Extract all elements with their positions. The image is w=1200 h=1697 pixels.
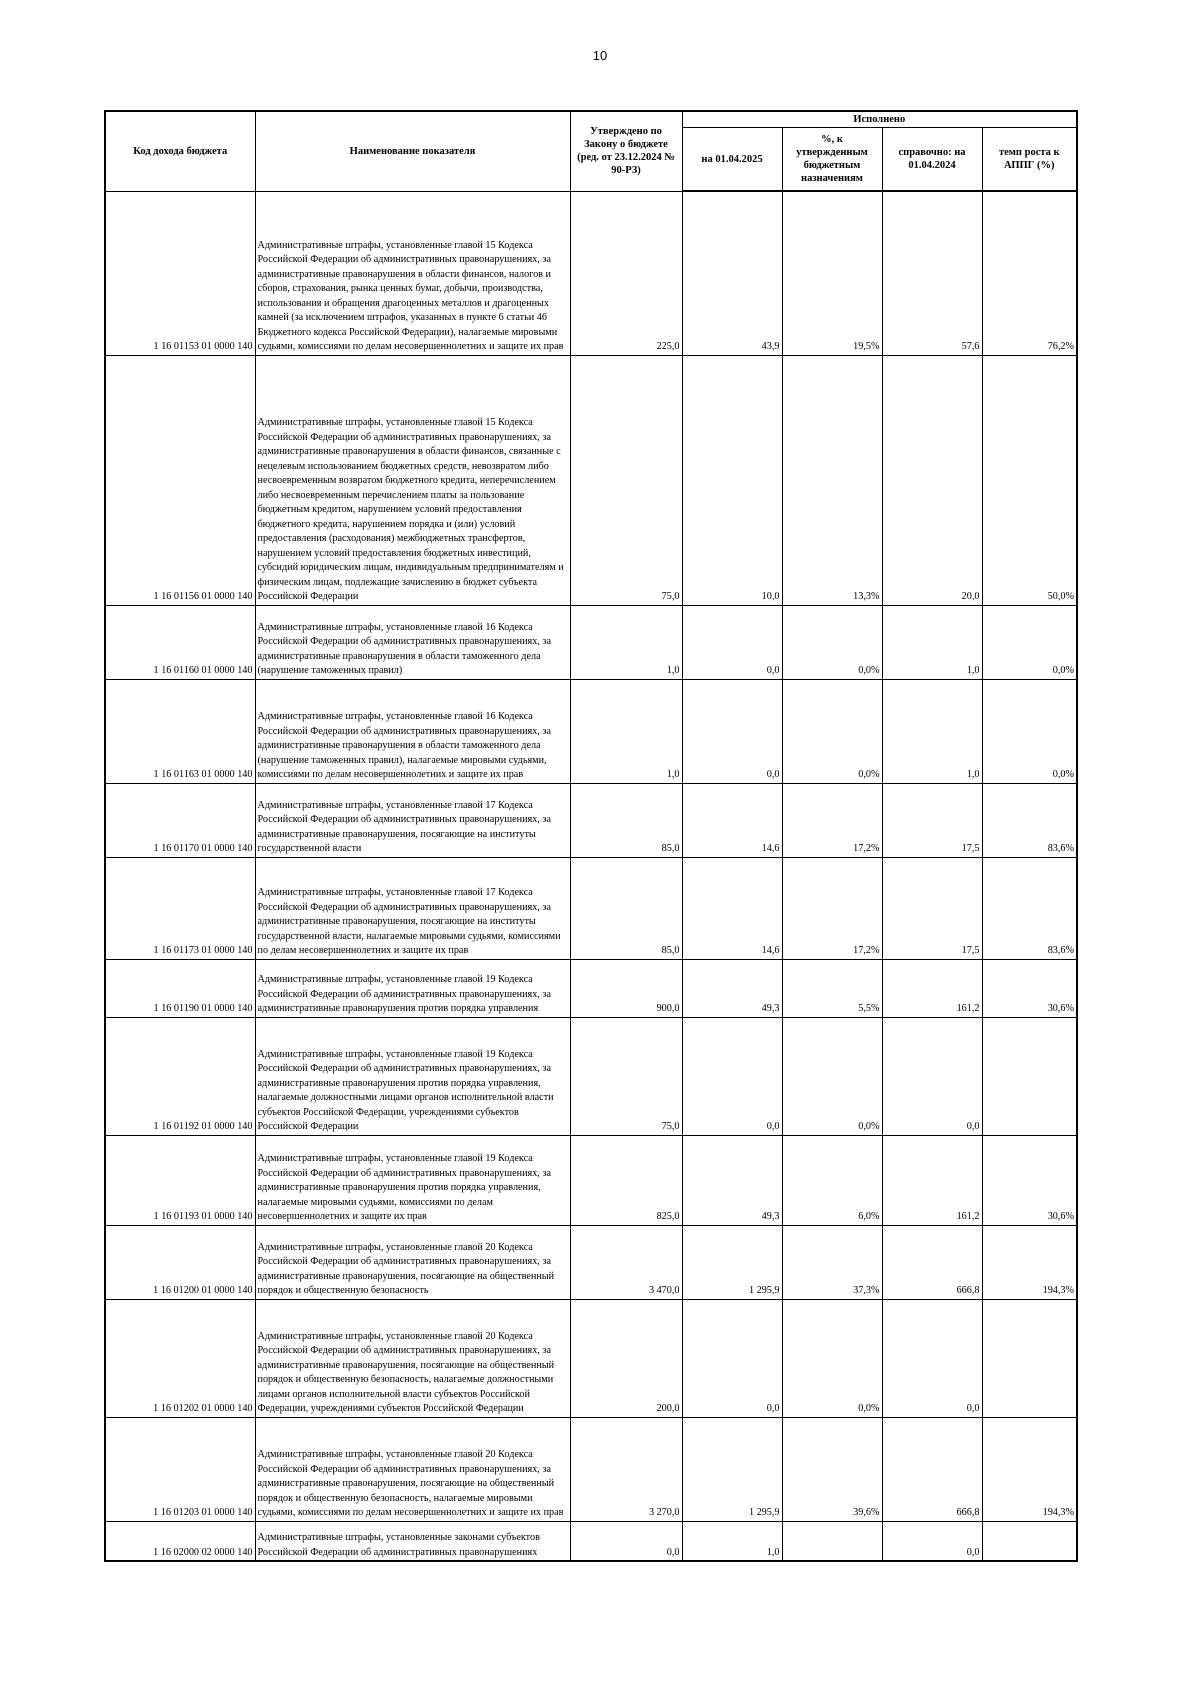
row-approved: 900,0 (570, 959, 682, 1017)
table-row (105, 1521, 1077, 1561)
row-code: 1 16 01156 01 0000 140 (105, 355, 255, 605)
row-percent: 13,3% (782, 355, 882, 605)
table-row (105, 679, 1077, 783)
row-executed: 0,0 (682, 1017, 782, 1135)
row-percent: 19,5% (782, 191, 882, 355)
table-row (105, 1135, 1077, 1225)
header-executed: Исполнено (682, 111, 1077, 128)
row-approved: 200,0 (570, 1299, 682, 1417)
row-executed: 14,6 (682, 857, 782, 959)
row-growth (982, 1521, 1077, 1561)
row-name: Административные штрафы, установленные главой 19 Кодекса Российской Федерации об административных правонарушениях, за административные правонарушения против порядка управления, налагаемые должностными лицами органов исполнительной власти субъектов Российской Федерации, учреждениями субъектов Российской Федерации (255, 1017, 570, 1135)
row-reference: 0,0 (882, 1521, 982, 1561)
row-approved: 0,0 (570, 1521, 682, 1561)
row-executed: 10,0 (682, 355, 782, 605)
row-reference: 666,8 (882, 1417, 982, 1521)
row-code: 1 16 01203 01 0000 140 (105, 1417, 255, 1521)
row-growth: 194,3% (982, 1225, 1077, 1299)
header-code: Код дохода бюджета (105, 111, 255, 191)
row-approved: 85,0 (570, 857, 682, 959)
row-code: 1 16 01190 01 0000 140 (105, 959, 255, 1017)
row-executed: 49,3 (682, 1135, 782, 1225)
row-name: Административные штрафы, установленные главой 19 Кодекса Российской Федерации об административных правонарушениях, за административные правонарушения против порядка управления (255, 959, 570, 1017)
row-executed: 1 295,9 (682, 1417, 782, 1521)
row-reference: 0,0 (882, 1299, 982, 1417)
revenue-table (104, 110, 1078, 1562)
table-body (105, 191, 1077, 1561)
row-code: 1 16 01173 01 0000 140 (105, 857, 255, 959)
row-growth: 83,6% (982, 857, 1077, 959)
table-row (105, 1299, 1077, 1417)
row-approved: 75,0 (570, 355, 682, 605)
row-code: 1 16 02000 02 0000 140 (105, 1521, 255, 1561)
table-row (105, 191, 1077, 355)
row-growth (982, 1299, 1077, 1417)
row-code: 1 16 01202 01 0000 140 (105, 1299, 255, 1417)
row-executed: 49,3 (682, 959, 782, 1017)
row-code: 1 16 01153 01 0000 140 (105, 191, 255, 355)
row-code: 1 16 01160 01 0000 140 (105, 605, 255, 679)
table-row (105, 1417, 1077, 1521)
row-approved: 225,0 (570, 191, 682, 355)
row-growth: 30,6% (982, 959, 1077, 1017)
row-name: Административные штрафы, установленные главой 20 Кодекса Российской Федерации об административных правонарушениях, за административные правонарушения, посягающие на общественный порядок и общественную безопасность (255, 1225, 570, 1299)
row-percent: 0,0% (782, 605, 882, 679)
row-reference: 17,5 (882, 857, 982, 959)
row-executed: 14,6 (682, 783, 782, 857)
row-reference: 666,8 (882, 1225, 982, 1299)
header-approved: Утверждено по Закону о бюджете (ред. от 23.12.2024 № 90-РЗ) (570, 111, 682, 191)
row-percent: 39,6% (782, 1417, 882, 1521)
row-executed: 0,0 (682, 679, 782, 783)
row-growth: 194,3% (982, 1417, 1077, 1521)
row-percent: 6,0% (782, 1135, 882, 1225)
row-name: Административные штрафы, установленные главой 20 Кодекса Российской Федерации об административных правонарушениях, за административные правонарушения, посягающие на общественный порядок и общественную безопасность, налагаемые должностными лицами органов исполнительной власти субъектов Российской Федерации, учреждениями субъектов Российской Федерации (255, 1299, 570, 1417)
row-reference: 161,2 (882, 1135, 982, 1225)
row-percent: 0,0% (782, 679, 882, 783)
row-percent: 17,2% (782, 857, 882, 959)
row-name: Административные штрафы, установленные главой 17 Кодекса Российской Федерации об административных правонарушениях, за административные правонарушения, посягающие на институты государственной власти (255, 783, 570, 857)
row-approved: 3 270,0 (570, 1417, 682, 1521)
table-header (105, 111, 1077, 191)
row-growth: 0,0% (982, 605, 1077, 679)
row-name: Административные штрафы, установленные главой 16 Кодекса Российской Федерации об административных правонарушениях, за административные правонарушения в области таможенного дела (нарушение таможенных правил) (255, 605, 570, 679)
row-approved: 1,0 (570, 679, 682, 783)
row-percent: 5,5% (782, 959, 882, 1017)
row-percent: 37,3% (782, 1225, 882, 1299)
row-percent (782, 1521, 882, 1561)
table-row (105, 1017, 1077, 1135)
row-reference: 161,2 (882, 959, 982, 1017)
row-reference: 0,0 (882, 1017, 982, 1135)
row-name: Административные штрафы, установленные главой 19 Кодекса Российской Федерации об административных правонарушениях, за административные правонарушения против порядка управления, налагаемые мировыми судьями, комиссиями по делам несовершеннолетних и защите их прав (255, 1135, 570, 1225)
header-reference: справочно: на 01.04.2024 (882, 128, 982, 192)
row-growth: 30,6% (982, 1135, 1077, 1225)
row-name: Административные штрафы, установленные законами субъектов Российской Федерации об административных правонарушениях (255, 1521, 570, 1561)
row-percent: 0,0% (782, 1017, 882, 1135)
row-name: Административные штрафы, установленные главой 15 Кодекса Российской Федерации об административных правонарушениях, за административные правонарушения в области финансов, связанные с нецелевым использованием бюджетных средств, невозвратом либо несвоевременным возвратом бюджетного кредита, неперечислением либо несвоевременным перечислением платы за пользование бюджетным кредитом, нарушением условий предоставления бюджетного кредита, нарушением порядка и (или) условий предоставления (расходования) межбюджетных трансфертов, нарушением условий предоставления бюджетных инвестиций, субсидий юридическим лицам, индивидуальным предпринимателям и физическим лицам, подлежащие зачислению в бюджет субъекта Российской Федерации (255, 355, 570, 605)
row-name: Административные штрафы, установленные главой 16 Кодекса Российской Федерации об административных правонарушениях, за административные правонарушения в области таможенного дела (нарушение таможенных правил), налагаемые мировыми судьями, комиссиями по делам несовершеннолетних и защите их прав (255, 679, 570, 783)
row-name: Административные штрафы, установленные главой 17 Кодекса Российской Федерации об административных правонарушениях, за административные правонарушения, посягающие на институты государственной власти, налагаемые мировыми судьями, комиссиями по делам несовершеннолетних и защите их прав (255, 857, 570, 959)
row-reference: 17,5 (882, 783, 982, 857)
row-name: Административные штрафы, установленные главой 20 Кодекса Российской Федерации об административных правонарушениях, за административные правонарушения, посягающие на общественный порядок и общественную безопасность, налагаемые мировыми судьями, комиссиями по делам несовершеннолетних и защите их прав (255, 1417, 570, 1521)
row-code: 1 16 01170 01 0000 140 (105, 783, 255, 857)
row-code: 1 16 01163 01 0000 140 (105, 679, 255, 783)
row-growth: 76,2% (982, 191, 1077, 355)
row-executed: 0,0 (682, 605, 782, 679)
row-growth (982, 1017, 1077, 1135)
table-row (105, 355, 1077, 605)
table-row (105, 783, 1077, 857)
row-code: 1 16 01192 01 0000 140 (105, 1017, 255, 1135)
row-code: 1 16 01200 01 0000 140 (105, 1225, 255, 1299)
row-executed: 1,0 (682, 1521, 782, 1561)
table-row (105, 857, 1077, 959)
row-name: Административные штрафы, установленные главой 15 Кодекса Российской Федерации об административных правонарушениях, за административные правонарушения в области финансов, налогов и сборов, страхования, рынка ценных бумаг, добычи, производства, использования и обращения драгоценных металлов и драгоценных камней (за исключением штрафов, указанных в пункте 6 статьи 46 Бюджетного кодекса Российской Федерации), налагаемые мировыми судьями, комиссиями по делам несовершеннолетних и защите их прав (255, 191, 570, 355)
row-executed: 43,9 (682, 191, 782, 355)
row-approved: 825,0 (570, 1135, 682, 1225)
row-approved: 3 470,0 (570, 1225, 682, 1299)
row-percent: 17,2% (782, 783, 882, 857)
row-growth: 50,0% (982, 355, 1077, 605)
row-approved: 1,0 (570, 605, 682, 679)
header-on-date: на 01.04.2025 (682, 128, 782, 192)
row-reference: 1,0 (882, 679, 982, 783)
row-reference: 1,0 (882, 605, 982, 679)
page-number: 10 (592, 48, 608, 63)
header-percent: %, к утвержденным бюджетным назначениям (782, 128, 882, 192)
row-code: 1 16 01193 01 0000 140 (105, 1135, 255, 1225)
row-reference: 57,6 (882, 191, 982, 355)
row-executed: 0,0 (682, 1299, 782, 1417)
header-name: Наименование показателя (255, 111, 570, 191)
table-row (105, 605, 1077, 679)
row-approved: 75,0 (570, 1017, 682, 1135)
table-row (105, 959, 1077, 1017)
header-growth: темп роста к АППГ (%) (982, 128, 1077, 192)
row-executed: 1 295,9 (682, 1225, 782, 1299)
row-percent: 0,0% (782, 1299, 882, 1417)
row-growth: 0,0% (982, 679, 1077, 783)
row-reference: 20,0 (882, 355, 982, 605)
row-growth: 83,6% (982, 783, 1077, 857)
table-row (105, 1225, 1077, 1299)
row-approved: 85,0 (570, 783, 682, 857)
